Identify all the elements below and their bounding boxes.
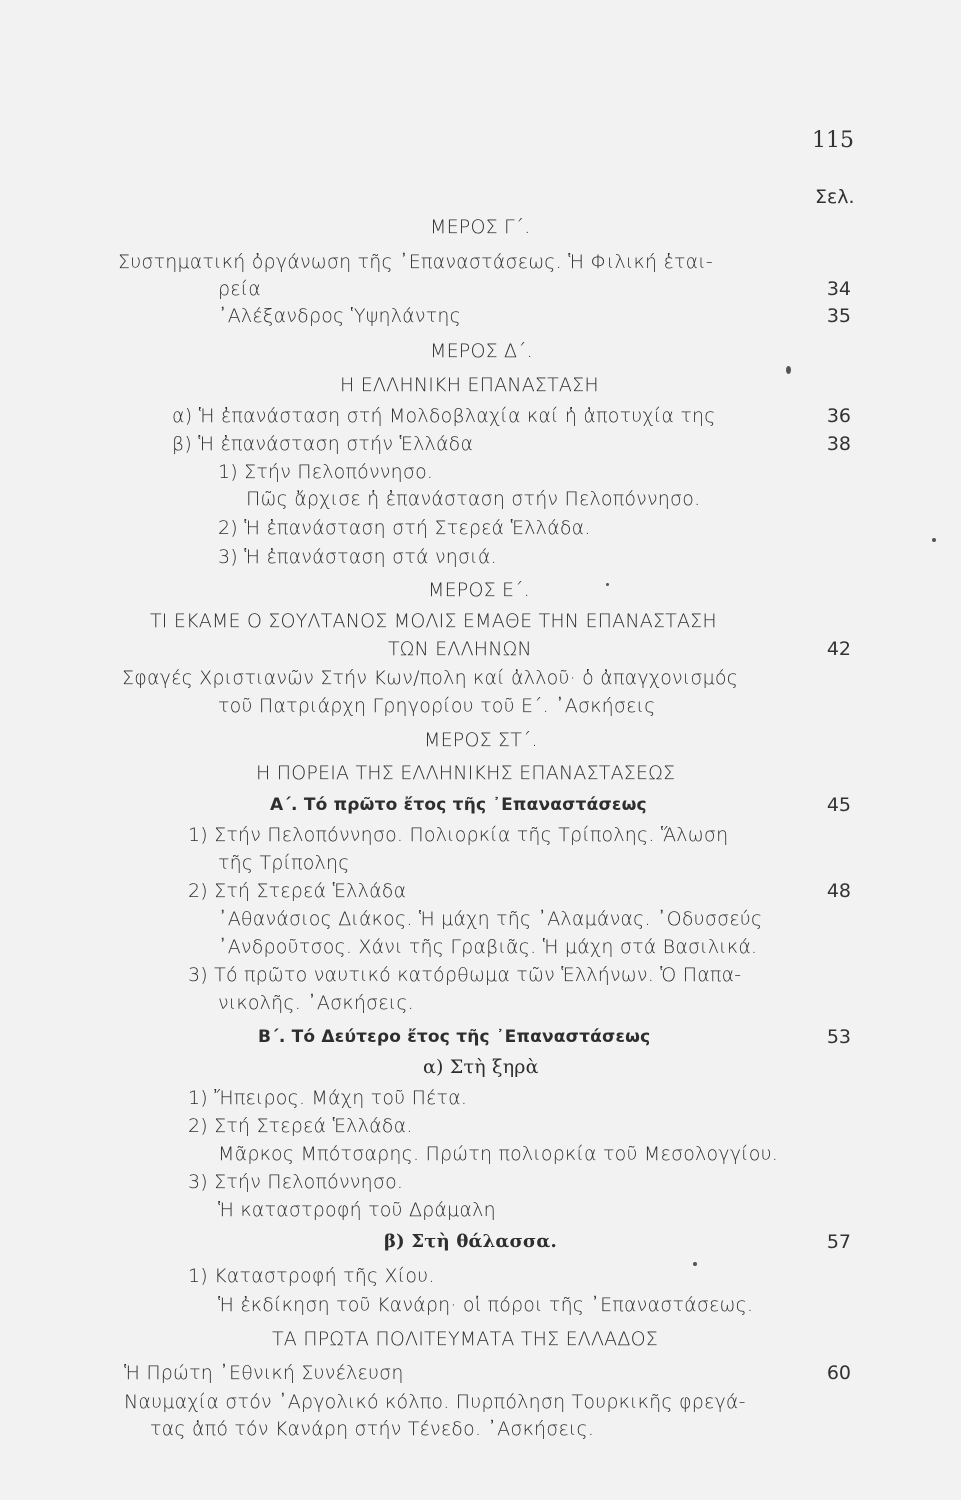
section-heading: ΤΑ ΠΡΩΤΑ ΠΟΛΙΤΕΥΜΑΤΑ ΤΗΣ ΕΛΛΑΔΟΣ (272, 1328, 658, 1350)
toc-line: Ἡ καταστροφή τοῦ Δράμαλη (218, 1199, 496, 1221)
toc-line: Συστηματική ὀργάνωση τῆς ᾿Επαναστάσεως. Ἡ Φιλική ἑται- (118, 251, 713, 273)
toc-line: τας ἀπό τόν Κανάρη στήν Τένεδο. ᾿Ασκήσεις. (150, 1418, 595, 1440)
toc-page-ref: 34 (826, 278, 851, 300)
toc-line: 2) Στή Στερεά Ἑλλάδα (188, 880, 407, 902)
toc-line: ρεία (218, 278, 262, 300)
part-heading-c: ΜΕΡΟΣ Γ΄. (430, 216, 531, 238)
toc-line: 3) Στήν Πελοπόννησο. (188, 1171, 404, 1193)
toc-line: Πῶς ἄρχισε ἡ ἐπανάσταση στήν Πελοπόννησο. (246, 488, 701, 510)
subsection-heading: β) Στὴ θάλασσα. (384, 1231, 557, 1252)
toc-line: νικολῆς. ᾿Ασκήσεις. (218, 992, 414, 1014)
toc-page-ref: 36 (826, 405, 851, 427)
subsection-heading: α) Στὴ ξηρὰ (423, 1056, 539, 1078)
section-heading: ΤΙ ΕΚΑΜΕ Ο ΣΟΥΛΤΑΝΟΣ ΜΟΛΙΣ ΕΜΑΘΕ ΤΗΝ ΕΠΑΝΑΣΤΑΣΗ (150, 610, 717, 632)
page-number: 115 (812, 128, 854, 153)
print-speck (606, 583, 609, 586)
toc-line: 3) Τό πρῶτο ναυτικό κατόρθωμα τῶν Ἑλλήνων. Ὁ Παπα- (188, 964, 742, 986)
part-heading-e: ΜΕΡΟΣ Ε΄. (428, 579, 530, 601)
toc-line: 1) Καταστροφή τῆς Χίου. (188, 1265, 435, 1287)
toc-page-ref: 60 (826, 1362, 851, 1384)
toc-line: Σφαγές Χριστιανῶν Στήν Κων/πολη καί ἀλλοῦ· ὁ ἀπαγχονισμός (122, 667, 739, 689)
section-heading: Η ΠΟΡΕΙΑ ΤΗΣ ΕΛΛΗΝΙΚΗΣ ΕΠΑΝΑΣΤΑΣΕΩΣ (256, 762, 676, 784)
toc-page-ref: 53 (826, 1026, 851, 1048)
toc-line: τοῦ Πατριάρχη Γρηγορίου τοῦ Ε΄. ᾿Ασκήσεις (218, 695, 656, 717)
toc-line: Ἡ Πρώτη ᾿Εθνική Συνέλευση (124, 1362, 404, 1384)
toc-line: Ναυμαχία στόν ᾿Αργολικό κόλπο. Πυρπόληση Τουρκικῆς φρεγά- (124, 1391, 746, 1413)
toc-line: 2) Στή Στερεά Ἑλλάδα. (188, 1115, 413, 1137)
page-column-label: Σελ. (815, 186, 855, 208)
toc-page-ref: 42 (826, 638, 851, 660)
print-speck (786, 366, 791, 374)
toc-page-ref: 38 (826, 433, 851, 455)
toc-line: 1) Στήν Πελοπόννησο. (218, 461, 434, 483)
toc-page-ref: 45 (826, 794, 851, 816)
toc-line: 2) Ἡ ἐπανάσταση στή Στερεά Ἑλλάδα. (218, 517, 591, 539)
toc-line: α) Ἡ ἐπανάσταση στή Μολδοβλαχία καί ἡ ἀποτυχία της (172, 405, 716, 427)
print-speck (693, 1262, 697, 1266)
part-heading-st: ΜΕΡΟΣ ΣΤ΄. (424, 729, 538, 751)
toc-line: ᾿Αθανάσιος Διάκος. Ἡ μάχη τῆς ᾿Αλαμάνας. ᾿Οδυσσεύς (218, 908, 763, 930)
section-heading: Η ΕΛΛΗΝΙΚΗ ΕΠΑΝΑΣΤΑΣΗ (340, 374, 599, 396)
toc-line: β) Ἡ ἐπανάσταση στήν Ἑλλάδα (172, 433, 474, 455)
subsection-heading: Α΄. Τό πρῶτο ἔτος τῆς ᾿Επαναστάσεως (270, 795, 647, 815)
toc-page-ref: 57 (826, 1231, 851, 1253)
toc-line: 1) Ἤπειρος. Μάχη τοῦ Πέτα. (188, 1087, 468, 1109)
toc-page-ref: 35 (826, 305, 851, 327)
section-heading: ΤΩΝ ΕΛΛΗΝΩΝ (388, 638, 532, 660)
toc-line: ᾿Ανδροῦτσος. Χάνι τῆς Γραβιᾶς. Ἡ μάχη στά Βασιλικά. (218, 936, 758, 958)
toc-page-ref: 48 (826, 880, 851, 902)
toc-line: 3) Ἡ ἐπανάσταση στά νησιά. (218, 546, 497, 568)
print-speck (932, 538, 936, 542)
subsection-heading: Β΄. Τό Δεύτερο ἔτος τῆς ᾿Επαναστάσεως (258, 1027, 651, 1047)
part-heading-d: ΜΕΡΟΣ Δ΄. (430, 340, 533, 362)
toc-line: Ἡ ἐκδίκηση τοῦ Κανάρη· οἱ πόροι τῆς ᾿Επαναστάσεως. (218, 1294, 754, 1316)
toc-line: 1) Στήν Πελοπόννησο. Πολιορκία τῆς Τρίπολης. Ἅλωση (188, 824, 729, 846)
toc-line: Μᾶρκος Μπότσαρης. Πρώτη πολιορκία τοῦ Μεσολογγίου. (218, 1143, 778, 1165)
toc-line: ᾿Αλέξανδρος Ὑψηλάντης (218, 305, 461, 327)
toc-line: τῆς Τρίπολης (218, 852, 350, 874)
